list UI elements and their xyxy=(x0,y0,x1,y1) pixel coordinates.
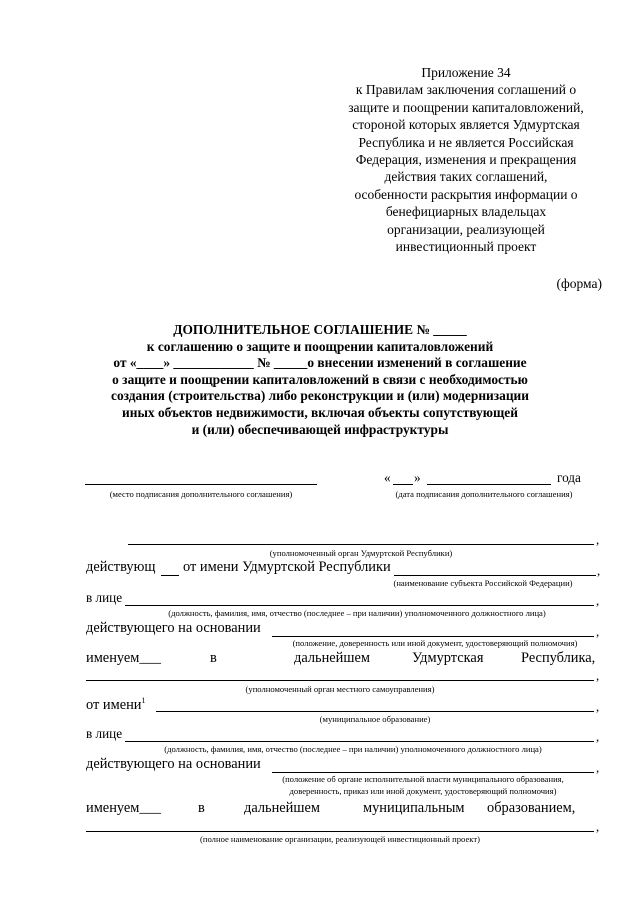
date-year-word: года xyxy=(557,470,581,485)
appendix-line: стороной которых является Удмуртская xyxy=(352,117,580,133)
organization-caption: (полное наименование организации, реализующей инвестиционный проект) xyxy=(200,834,480,844)
local-authority-field[interactable] xyxy=(86,680,594,681)
named-word: Республика, xyxy=(521,650,596,666)
ud-authority-caption: (уполномоченный орган Удмуртской Республики) xyxy=(269,548,453,558)
acting-basis-label: действующего на основании xyxy=(86,756,261,772)
named-word: образованием, xyxy=(487,800,576,816)
named-word: муниципальным xyxy=(363,800,465,816)
comma: , xyxy=(596,729,600,744)
named-word: в xyxy=(198,800,205,816)
appendix-line: защите и поощрении капиталовложений, xyxy=(348,99,584,115)
appendix-line: действия таких соглашений, xyxy=(384,169,548,185)
appendix-line: Республика и не является Российская xyxy=(358,134,574,150)
title-line: иных объектов недвижимости, включая объекты сопутствующей xyxy=(122,404,518,420)
comma: , xyxy=(596,760,600,775)
basis-2-field[interactable] xyxy=(272,772,594,773)
named-word: именуем___ xyxy=(86,800,161,816)
title-line: и (или) обеспечивающей инфраструктуры xyxy=(191,421,449,437)
appendix-line: к Правилам заключения соглашений о xyxy=(355,82,577,98)
ud-authority-field[interactable] xyxy=(128,544,594,545)
date-quote-open: « xyxy=(384,470,391,485)
municipality-caption: (муниципальное образование) xyxy=(319,714,431,724)
title-line: к соглашению о защите и поощрении капиталовложений xyxy=(146,338,494,354)
footnote-mark[interactable]: 1 xyxy=(141,696,146,705)
title-line: о защите и поощрении капиталовложений в связи с необходимостью xyxy=(112,371,528,387)
local-authority-caption: (уполномоченный орган местного самоуправления) xyxy=(245,684,435,694)
acting-prefix: действующ xyxy=(86,559,156,575)
basis-1-field[interactable] xyxy=(272,636,594,637)
appendix-line: особенности раскрытия информации о xyxy=(354,186,578,202)
named-word: именуем___ xyxy=(86,650,161,666)
acting-basis-label: действующего на основании xyxy=(86,620,261,636)
appendix-block xyxy=(330,64,602,255)
named-word: дальнейшем xyxy=(244,800,320,816)
appendix-line: инвестиционный проект xyxy=(395,239,537,255)
date-month-field[interactable] xyxy=(427,484,551,485)
comma: , xyxy=(596,624,600,639)
official-2-caption: (должность, фамилия, имя, отчество (последнее – при наличии) уполномоченного должностного лица) xyxy=(164,744,542,754)
title-line: создания (строительства) либо реконструкции и (или) модернизации xyxy=(111,388,529,404)
acting-suffix: от имени Удмуртской Республики xyxy=(183,559,391,575)
rf-subject-caption: (наименование субъекта Российской Федерации) xyxy=(393,578,573,588)
on-behalf-label xyxy=(86,696,146,714)
acting-ending-field[interactable] xyxy=(161,575,179,576)
appendix-line: Приложение 34 xyxy=(421,65,511,80)
appendix-line: Федерация, изменения и прекращения xyxy=(355,152,577,168)
comma: , xyxy=(596,532,600,547)
comma: , xyxy=(596,593,600,608)
place-caption: (место подписания дополнительного соглашения) xyxy=(109,489,293,499)
title-line: ДОПОЛНИТЕЛЬНОЕ СОГЛАШЕНИЕ № _____ xyxy=(173,322,467,337)
appendix-line: организации, реализующей xyxy=(387,221,545,237)
basis-1-caption: (положение, доверенность или иной документ, удостоверяющий полномочия) xyxy=(292,638,578,648)
document-title xyxy=(60,322,580,438)
basis-2-caption: (положение об органе исполнительной власти муниципального образования, xyxy=(282,774,564,784)
date-day-field[interactable] xyxy=(393,484,413,485)
organization-field[interactable] xyxy=(86,831,594,832)
basis-2-caption: доверенность, приказ или иной документ, удостоверяющий полномочия) xyxy=(289,786,557,796)
comma: , xyxy=(597,563,601,578)
named-word: дальнейшем xyxy=(294,650,370,666)
form-label: (форма) xyxy=(556,276,602,291)
named-word: Удмуртская xyxy=(412,650,484,666)
official-2-field[interactable] xyxy=(125,741,594,742)
comma: , xyxy=(596,819,600,834)
on-behalf-text: от имени xyxy=(86,696,142,713)
in-person-label: в лице xyxy=(86,590,123,605)
comma: , xyxy=(596,699,600,714)
in-person-label: в лице xyxy=(86,726,123,741)
place-field[interactable] xyxy=(85,484,317,485)
appendix-line: бенефициарных владельцах xyxy=(385,204,547,220)
rf-subject-field[interactable] xyxy=(394,575,596,576)
comma: , xyxy=(596,668,600,683)
municipality-field[interactable] xyxy=(156,711,594,712)
official-1-field[interactable] xyxy=(125,605,594,606)
title-line: от «____» ____________ № _____о внесении изменений в соглашение xyxy=(113,355,527,371)
official-1-caption: (должность, фамилия, имя, отчество (последнее – при наличии) уполномоченного должностного лица) xyxy=(168,608,546,618)
date-quote-close: » xyxy=(414,470,421,485)
date-caption: (дата подписания дополнительного соглашения) xyxy=(395,489,573,499)
named-word: в xyxy=(210,650,217,666)
